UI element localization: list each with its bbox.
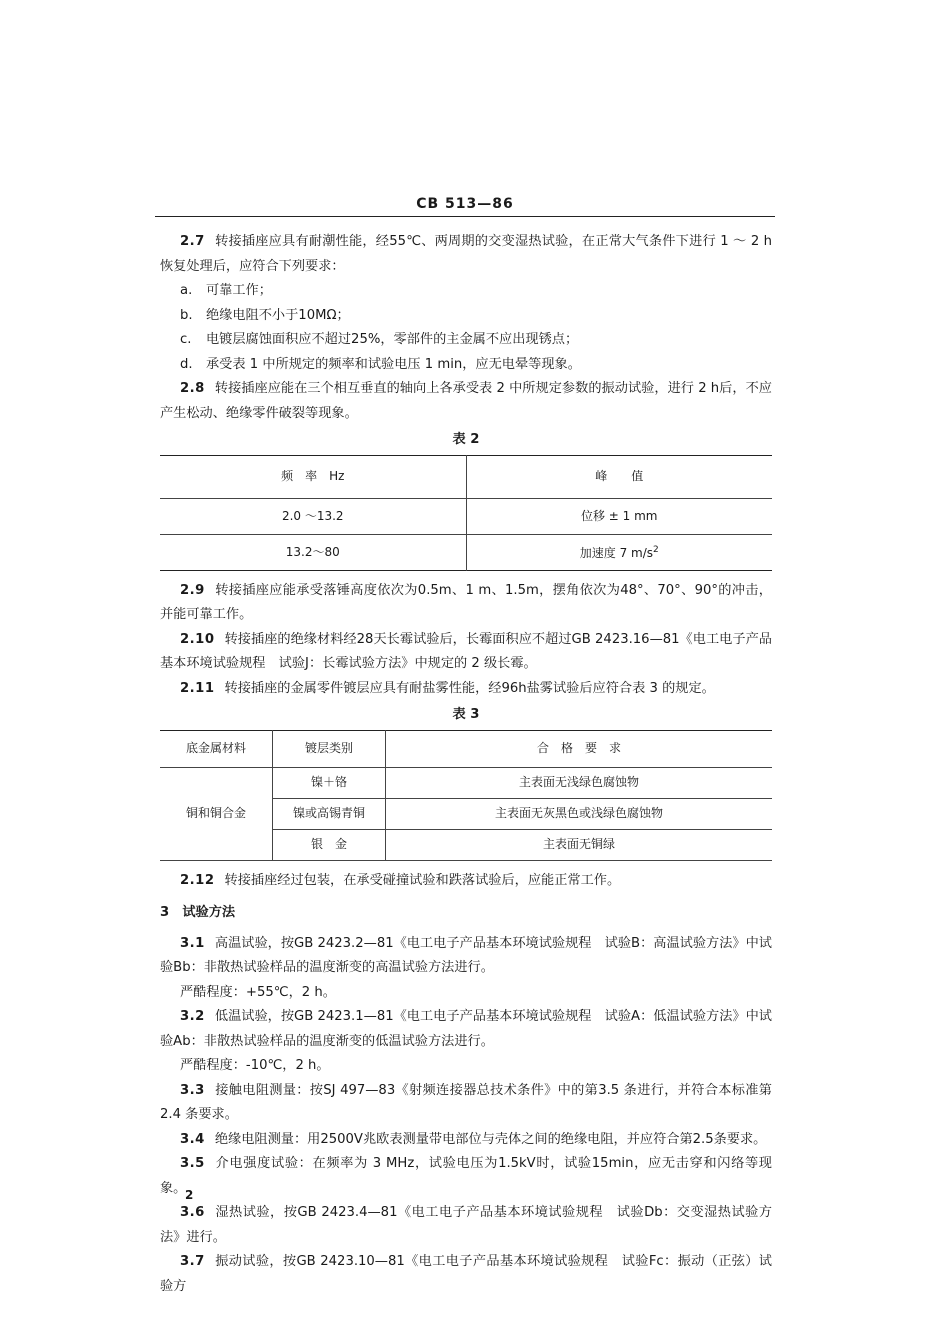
clause-3-3: 3.3 接触电阻测量：按SJ 497—83《射频连接器总技术条件》中的第3.5 条进行，并符合本标准第2.4 条要求。 [160, 1082, 772, 1122]
table-2-header-row [160, 455, 772, 498]
superscript: 2 [653, 545, 659, 556]
clause-2-8: 2.8 转接插座应能在三个相互垂直的轴向上各承受表 2 中所规定参数的振动试验，进行 2 h后，不应产生松动、绝缘零件破裂等现象。 [160, 381, 772, 421]
table-3 [160, 730, 772, 861]
table-2 [160, 455, 772, 571]
standard-code-header: CB 513—86 [416, 196, 514, 212]
table-3-header-row [160, 730, 772, 767]
table-row [160, 498, 772, 534]
clause-2-7-item-a: a. 可靠工作； [180, 283, 272, 298]
clause-2-10: 2.10 转接插座的绝缘材料经28天长霉试验后，长霉面积应不超过GB 2423.16—81《电工电子产品基本环境试验规程 试验J：长霉试验方法》中规定的 2 级长霉。 [160, 631, 772, 671]
table-2-cell: 位移 ± 1 mm [466, 498, 772, 534]
table-2-cell: 加速度 7 $m/s^2$ [466, 534, 772, 570]
clause-2-7-item-b: b. 绝缘电阻不小于10MΩ； [180, 307, 350, 323]
table-2-cell: 2.0 ～13.2 [160, 498, 466, 534]
table-3-cell: 主表面无灰黑色或浅绿色腐蚀物 [386, 798, 773, 829]
table-3-cell: 镍＋铬 [273, 767, 386, 798]
clause-3-6: 3.6 湿热试验，按GB 2423.4—81《电工电子产品基本环境试验规程 试验Db：交变湿热试验方法》进行。 [160, 1205, 772, 1245]
clause-3-5: 3.5 介电强度试验：在频率为 3 MHz，试验电压为1.5kV时，试验15min，应无击穿和闪络等现象。 [160, 1156, 772, 1196]
table-3-cell: 镍或高锡青铜 [273, 798, 386, 829]
clause-3-7: 3.7 振动试验，按GB 2423.10—81《电工电子产品基本环境试验规程 试验Fc：振动（正弦）试验方 [160, 1254, 772, 1294]
clause-2-12: 2.12 转接插座经过包装，在承受碰撞试验和跌落试验后，应能正常工作。 [180, 872, 621, 888]
table-3-header-requirement: 合 格 要 求 [386, 730, 773, 767]
table-row [160, 767, 772, 798]
table-3-material-cell: 铜和铜合金 [160, 767, 273, 860]
table-2-cell: 13.2～80 [160, 534, 466, 570]
clause-3-2: 3.2 低温试验，按GB 2423.1—81《电工电子产品基本环境试验规程 试验A：低温试验方法》中试验Ab：非散热试验样品的温度渐变的低温试验方法进行。 [160, 1009, 772, 1049]
table-3-header-plating: 镀层类别 [273, 730, 386, 767]
clause-3-4: 3.4 绝缘电阻测量：用2500V兆欧表测量带电部位与壳体之间的绝缘电阻，并应符合第2.5条要求。 [180, 1131, 767, 1147]
clause-2-9: 2.9 转接插座应能承受落锤高度依次为0.5m、1 m、1.5m，摆角依次为48°、70°、90°的冲击，并能可靠工作。 [160, 582, 772, 622]
header-rule [155, 216, 775, 217]
clause-2-7-item-c: c. 电镀层腐蚀面积应不超过25%，零部件的主金属不应出现锈点； [180, 332, 579, 347]
clause-3-1-severity: 严酷程度：+55℃，2 h。 [180, 984, 336, 1000]
page-number: 2 [185, 1188, 194, 1202]
table-3-cell: 主表面无铜绿 [386, 829, 773, 860]
table-3-cell: 银 金 [273, 829, 386, 860]
clause-2-11: 2.11 转接插座的金属零件镀层应具有耐盐雾性能，经96h盐雾试验后应符合表 3 的规定。 [180, 680, 715, 696]
section-3-heading: 3 试验方法 [160, 905, 236, 920]
clause-3-1: 3.1 高温试验，按GB 2423.2—81《电工电子产品基本环境试验规程 试验B：高温试验方法》中试验Bb：非散热试验样品的温度渐变的高温试验方法进行。 [160, 935, 772, 975]
clause-3-2-severity: 严酷程度：-10℃，2 h。 [180, 1058, 330, 1073]
clause-2-7: 2.7 转接插座应具有耐潮性能，经55℃、两周期的交变湿热试验，在正常大气条件下进行 1 ～ 2 h恢复处理后，应符合下列要求： [160, 234, 772, 274]
table-3-caption: 表 3 [452, 707, 480, 722]
clause-2-7-item-d: d. 承受表 1 中所规定的频率和试验电压 1 min，应无电晕等现象。 [180, 356, 581, 372]
table-2-caption: 表 2 [452, 432, 480, 447]
table-3-header-base-metal: 底金属材料 [160, 730, 273, 767]
table-row [160, 534, 772, 570]
table-2-header-frequency: 频 率 Hz [160, 455, 466, 498]
table-3-cell: 主表面无浅绿色腐蚀物 [386, 767, 773, 798]
document-body [160, 230, 772, 1299]
table-2-header-peak: 峰 值 [595, 469, 644, 484]
